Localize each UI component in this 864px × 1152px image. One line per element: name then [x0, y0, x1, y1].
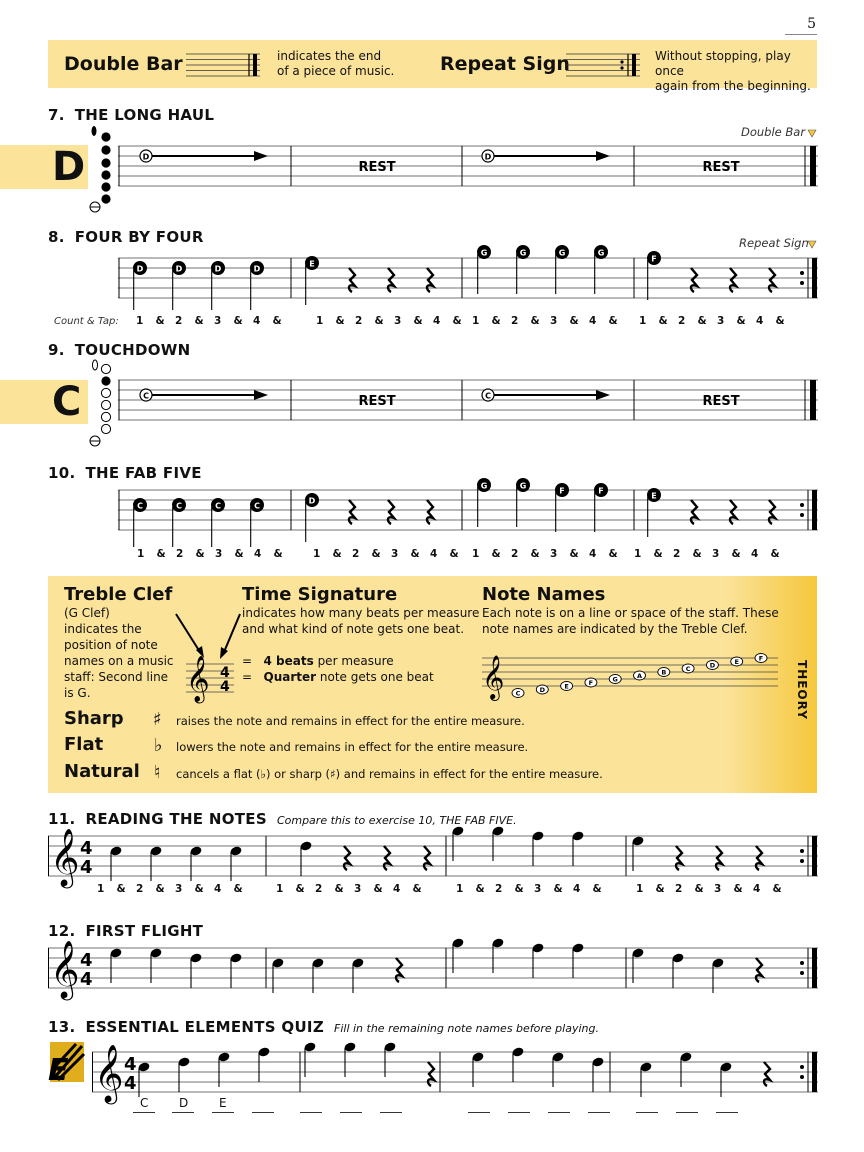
- note-letter: F: [559, 486, 565, 496]
- time-sig-top: 4: [80, 950, 93, 971]
- logo-glyph: E: [48, 1053, 69, 1086]
- repeat-sign-desc-1: Without stopping, play once: [655, 49, 791, 78]
- repeat-sign-description: [655, 49, 817, 94]
- count-token: 1: [639, 315, 647, 327]
- final-bar: [812, 490, 817, 530]
- long-note-arrow-2: [482, 150, 610, 162]
- note-name-letter: C: [685, 665, 691, 673]
- time-signature-line: indicates how many beats per measure: [242, 606, 480, 620]
- answer-blank[interactable]: [252, 1112, 274, 1113]
- treble-clef-line: position of note: [64, 638, 158, 652]
- answer-blank[interactable]: [508, 1112, 530, 1113]
- count-token: 1: [472, 548, 480, 560]
- quarter-rest-icon: [716, 846, 722, 870]
- exercise-12-name: FIRST FLIGHT: [85, 922, 204, 940]
- beats-row: [242, 653, 394, 669]
- count-token: 4: [756, 315, 764, 327]
- count-token: 1: [136, 315, 144, 327]
- equals-sign: =: [242, 654, 253, 668]
- note-letter: D: [253, 264, 261, 274]
- count-token: 3: [550, 548, 558, 560]
- flat-inline-icon: ♭: [260, 767, 266, 781]
- count-token: &: [412, 883, 422, 895]
- note-names-staff: [482, 646, 782, 702]
- note-letter: C: [176, 501, 182, 511]
- count-token: &: [272, 315, 282, 327]
- note-letter: G: [480, 481, 488, 491]
- fingering-chart-c-icon: [86, 356, 112, 450]
- time-sig-top: 4: [80, 838, 93, 859]
- count-token: 3: [354, 883, 362, 895]
- quarter-rest-icon: [388, 500, 394, 524]
- count-token: 2: [511, 315, 519, 327]
- count-token: &: [569, 315, 579, 327]
- count-token: 1: [316, 315, 324, 327]
- count-token: &: [653, 548, 663, 560]
- count-token: 2: [673, 548, 681, 560]
- answer-blank[interactable]: [676, 1112, 698, 1113]
- note-letter: G: [519, 481, 527, 491]
- count-token: 4: [589, 315, 597, 327]
- count-token: &: [491, 315, 501, 327]
- time-sig-top: 4: [220, 665, 230, 681]
- count-token: &: [452, 315, 462, 327]
- quarter-rest-icon: [427, 500, 433, 524]
- definitions-bar: [48, 40, 817, 93]
- answer-blank[interactable]: [133, 1112, 155, 1113]
- count-token: 3: [391, 548, 399, 560]
- repeat-dot: [800, 503, 804, 507]
- note-tab-d-letter: D: [52, 144, 86, 190]
- note-name-letter: C: [515, 689, 521, 698]
- natural-text-a: cancels a flat (: [176, 767, 261, 781]
- repeat-sign-staff-icon: [566, 50, 640, 80]
- answer-blank[interactable]: [340, 1112, 362, 1113]
- count-token: &: [413, 315, 423, 327]
- time-signature-text: [242, 605, 479, 637]
- repeat-sign-desc-2: again from the beginning.: [655, 79, 811, 93]
- answer-blank[interactable]: [172, 1112, 194, 1113]
- note-label: C: [485, 391, 491, 401]
- note-letter: C: [215, 501, 221, 511]
- treble-clef-glyph: 𝄞: [50, 828, 80, 886]
- count-token: &: [373, 883, 383, 895]
- treble-clef-glyph: 𝄞: [50, 940, 80, 998]
- double-bar-label: Double Bar: [741, 125, 806, 139]
- count-token: &: [234, 548, 244, 560]
- count-token: 2: [511, 548, 519, 560]
- quiz-answer-row: [0, 1094, 864, 1116]
- note-letter: G: [558, 248, 566, 258]
- count-token: &: [449, 548, 459, 560]
- count-token: 4: [430, 548, 438, 560]
- count-token: &: [530, 548, 540, 560]
- count-token: &: [155, 315, 165, 327]
- count-token: 4: [753, 883, 761, 895]
- quarter-rest-icon: [344, 846, 350, 870]
- quarter-rest-icon: [424, 846, 430, 870]
- count-token: &: [775, 315, 785, 327]
- double-bar-title: Double Bar: [64, 53, 183, 75]
- count-token: 3: [214, 315, 222, 327]
- count-token: 1: [636, 883, 644, 895]
- count-token: 1: [276, 883, 284, 895]
- long-note-arrow-2: [482, 389, 610, 401]
- exercise-10-name: THE FAB FIVE: [85, 464, 202, 482]
- treble-clef-glyph: 𝄞: [94, 1044, 124, 1102]
- note-label: C: [143, 391, 149, 401]
- repeat-dot: [800, 281, 804, 285]
- note-name-letter: F: [758, 654, 764, 663]
- answer-letter: D: [179, 1096, 189, 1110]
- final-bar: [812, 836, 817, 876]
- count-token: &: [658, 315, 668, 327]
- quarter-rest-icon: [764, 1062, 770, 1086]
- exercise-13-staff: [92, 1040, 818, 1100]
- quarter-rest-icon: [396, 958, 402, 982]
- exercise-11-count: [0, 883, 864, 899]
- page-number-rule: [785, 34, 817, 35]
- exercise-11-name: READING THE NOTES: [85, 810, 267, 828]
- count-token: &: [194, 883, 204, 895]
- quarter-rest-icon: [428, 1062, 434, 1086]
- note-name-letter: D: [709, 661, 716, 670]
- count-token: &: [155, 883, 165, 895]
- count-token: &: [655, 883, 665, 895]
- exercise-13-title: [48, 1018, 599, 1036]
- treble-clef-line: (G Clef): [64, 606, 110, 620]
- exercise-9-number: 9.: [48, 341, 65, 359]
- flat-icon: ♭: [154, 735, 163, 756]
- note-letter: D: [175, 264, 183, 274]
- final-bar: [812, 948, 817, 988]
- exercise-10-count: [0, 548, 864, 564]
- theory-side-label: THEORY: [795, 660, 809, 720]
- repeat-dot: [800, 849, 804, 853]
- answer-blank[interactable]: [548, 1112, 570, 1113]
- flat-description: lowers the note and remains in effect for the entire measure.: [176, 740, 529, 754]
- count-token: 2: [176, 548, 184, 560]
- count-token: &: [553, 883, 563, 895]
- note-letter: G: [597, 248, 605, 258]
- time-sig-bottom: 4: [80, 969, 93, 990]
- count-token: 3: [534, 883, 542, 895]
- note-name-letter: E: [734, 658, 739, 666]
- exercise-12-number: 12.: [48, 922, 76, 940]
- count-token: 4: [433, 315, 441, 327]
- count-token: &: [475, 883, 485, 895]
- quarter-rest: note gets one beat: [316, 670, 434, 684]
- note-name-letter: D: [539, 686, 546, 694]
- double-bar-marker-icon: [806, 128, 818, 138]
- beats-rest: per measure: [313, 654, 394, 668]
- treble-clef-time-signature-icon: [166, 610, 254, 704]
- repeat-dot: [800, 271, 804, 275]
- note-letter: C: [137, 501, 143, 511]
- count-token: 2: [355, 315, 363, 327]
- note-names-line: Each note is on a line or space of the staff. These: [482, 606, 779, 620]
- note-name-letter: A: [636, 672, 643, 680]
- rest-label: REST: [358, 160, 396, 175]
- quarter-rest-icon: [730, 500, 736, 524]
- count-token: 2: [175, 315, 183, 327]
- answer-blank[interactable]: [380, 1112, 402, 1113]
- count-token: 1: [137, 548, 145, 560]
- count-token: &: [195, 548, 205, 560]
- note-names-heading: Note Names: [482, 584, 606, 605]
- note-name-letter: E: [564, 682, 569, 691]
- count-token: 3: [714, 883, 722, 895]
- flat-heading: Flat: [64, 734, 104, 755]
- count-token: 1: [456, 883, 464, 895]
- repeat-sign-label: Repeat Sign: [739, 236, 809, 250]
- theory-panel: [48, 576, 817, 793]
- exercise-13-subtitle: Fill in the remaining note names before playing.: [334, 1022, 599, 1035]
- answer-blank[interactable]: [212, 1112, 234, 1113]
- exercise-11-staff: [48, 824, 818, 884]
- note-name-letter: B: [661, 668, 667, 677]
- answer-blank[interactable]: [588, 1112, 610, 1113]
- exercise-11-number: 11.: [48, 810, 76, 828]
- count-token: &: [410, 548, 420, 560]
- note-letter: E: [309, 259, 315, 269]
- exercise-8-number: 8.: [48, 228, 65, 246]
- quarter-bold: Quarter: [263, 670, 317, 684]
- count-token: 3: [550, 315, 558, 327]
- final-bar: [812, 258, 817, 298]
- answer-blank[interactable]: [300, 1112, 322, 1113]
- count-token: 4: [751, 548, 759, 560]
- time-sig-top: 4: [124, 1054, 137, 1075]
- repeat-sign-title: Repeat Sign: [440, 53, 570, 75]
- sharp-heading: Sharp: [64, 708, 124, 729]
- long-note-arrow-1: [140, 150, 268, 162]
- count-token: &: [491, 548, 501, 560]
- count-token: 2: [315, 883, 323, 895]
- beats-bold: 4 beats: [263, 654, 314, 668]
- note-letter: F: [651, 254, 657, 264]
- time-sig-bottom: 4: [220, 679, 230, 695]
- exercise-10-number: 10.: [48, 464, 76, 482]
- natural-text-b: ) or sharp (: [265, 767, 331, 781]
- count-token: 3: [175, 883, 183, 895]
- natural-text-c: ) and remains in effect for the entire measure.: [335, 767, 603, 781]
- note-names-text: [482, 605, 779, 637]
- count-token: &: [697, 315, 707, 327]
- equals-sign: =: [242, 670, 253, 684]
- note-label: D: [142, 152, 150, 162]
- sharp-inline-icon: ♯: [330, 767, 336, 781]
- fingering-chart-d-icon: [86, 122, 112, 216]
- note-letter: C: [254, 501, 260, 511]
- count-token: &: [592, 883, 602, 895]
- note-letter: E: [651, 491, 657, 501]
- count-token: &: [770, 548, 780, 560]
- repeat-dot: [800, 971, 804, 975]
- count-token: 3: [717, 315, 725, 327]
- note-letter: G: [480, 248, 488, 258]
- exercise-10-staff: [118, 476, 818, 536]
- rest-label: REST: [702, 394, 740, 409]
- count-token: 4: [253, 315, 261, 327]
- quarter-rest-icon: [676, 846, 682, 870]
- exercise-7-number: 7.: [48, 106, 65, 124]
- note-names-line: note names are indicated by the Treble Clef.: [482, 622, 748, 636]
- repeat-dot: [800, 1065, 804, 1069]
- answer-blank[interactable]: [636, 1112, 658, 1113]
- time-sig-bottom: 4: [124, 1073, 137, 1094]
- answer-blank[interactable]: [468, 1112, 490, 1113]
- quarter-rest-icon: [756, 958, 762, 982]
- count-token: 4: [214, 883, 222, 895]
- answer-blank[interactable]: [716, 1112, 738, 1113]
- sharp-icon: ♯: [153, 709, 162, 730]
- natural-icon: ♮: [154, 762, 161, 783]
- exercise-8-staff: [118, 244, 818, 304]
- exercise-12-staff: [48, 936, 818, 996]
- note-name-letter: F: [588, 679, 594, 687]
- treble-clef-glyph: 𝄞: [482, 655, 505, 699]
- sharp-description: raises the note and remains in effect for the entire measure.: [176, 714, 525, 728]
- quarter-rest-icon: [691, 500, 697, 524]
- long-note-arrow-1: [140, 389, 268, 401]
- count-token: 1: [313, 548, 321, 560]
- essential-elements-logo-icon: [44, 1040, 90, 1086]
- count-token: &: [736, 315, 746, 327]
- treble-clef-line: is G.: [64, 686, 91, 700]
- treble-clef-line: names on a music: [64, 654, 174, 668]
- count-token: &: [772, 883, 782, 895]
- count-token: &: [731, 548, 741, 560]
- count-token: &: [156, 548, 166, 560]
- count-token: 3: [215, 548, 223, 560]
- count-token: &: [233, 883, 243, 895]
- final-bar: [812, 1052, 817, 1092]
- treble-clef-line: staff: Second line: [64, 670, 169, 684]
- count-token: &: [116, 883, 126, 895]
- count-token: &: [273, 548, 283, 560]
- note-label: D: [484, 152, 492, 162]
- count-token: &: [194, 315, 204, 327]
- quarter-rest-icon: [769, 500, 775, 524]
- exercise-8-count: [0, 315, 864, 331]
- repeat-dot: [800, 961, 804, 965]
- time-sig-bottom: 4: [80, 857, 93, 878]
- double-bar-description: [277, 49, 394, 79]
- exercise-7-title: [48, 106, 214, 124]
- exercise-13-name: ESSENTIAL ELEMENTS QUIZ: [85, 1018, 324, 1036]
- count-token: 2: [675, 883, 683, 895]
- count-token: &: [733, 883, 743, 895]
- exercise-11-subtitle: Compare this to exercise 10, THE FAB FIVE.: [276, 814, 517, 827]
- count-token: &: [335, 315, 345, 327]
- exercise-7-staff: [118, 144, 818, 188]
- count-token: 2: [678, 315, 686, 327]
- exercise-9-staff: [118, 378, 818, 422]
- rest-label: REST: [702, 160, 740, 175]
- repeat-dot: [800, 513, 804, 517]
- count-token: 3: [712, 548, 720, 560]
- answer-letter: C: [140, 1096, 149, 1110]
- count-token: 4: [254, 548, 262, 560]
- note-tab-c-letter: C: [52, 379, 82, 425]
- quarter-rest-icon: [756, 846, 762, 870]
- count-token: &: [371, 548, 381, 560]
- count-token: &: [569, 548, 579, 560]
- count-token: 2: [495, 883, 503, 895]
- natural-heading: Natural: [64, 761, 140, 782]
- exercise-8-name: FOUR BY FOUR: [74, 228, 204, 246]
- count-token: 1: [472, 315, 480, 327]
- count-token: 1: [97, 883, 105, 895]
- quarter-rest-icon: [349, 500, 355, 524]
- count-token: 4: [573, 883, 581, 895]
- exercise-13-number: 13.: [48, 1018, 76, 1036]
- note-letter: F: [598, 486, 604, 496]
- count-token: &: [295, 883, 305, 895]
- quarter-rest-icon: [384, 846, 390, 870]
- exercise-7-name: THE LONG HAUL: [74, 106, 215, 124]
- count-token: &: [608, 548, 618, 560]
- count-token: 4: [589, 548, 597, 560]
- count-token: &: [530, 315, 540, 327]
- note-letter: D: [136, 264, 144, 274]
- note-name-letter: G: [612, 675, 618, 684]
- time-signature-line: and what kind of note gets one beat.: [242, 622, 465, 636]
- repeat-dot: [800, 1075, 804, 1079]
- count-token: &: [374, 315, 384, 327]
- treble-clef-glyph: 𝄞: [186, 656, 210, 702]
- double-bar-staff-icon: [186, 50, 260, 80]
- count-token: 4: [393, 883, 401, 895]
- page-number: 5: [807, 16, 816, 32]
- count-token: &: [233, 315, 243, 327]
- treble-clef-line: indicates the: [64, 622, 142, 636]
- exercise-9-name: TOUCHDOWN: [74, 341, 191, 359]
- double-bar-desc-2: of a piece of music.: [277, 64, 395, 78]
- count-token: 2: [352, 548, 360, 560]
- exercise-9-title: [48, 341, 190, 359]
- natural-description: [176, 767, 603, 781]
- count-token: 2: [136, 883, 144, 895]
- treble-clef-text: [64, 605, 174, 701]
- answer-letter: E: [219, 1096, 227, 1110]
- count-token: 3: [394, 315, 402, 327]
- count-token: &: [608, 315, 618, 327]
- count-token: &: [334, 883, 344, 895]
- count-token: &: [692, 548, 702, 560]
- note-letter: D: [308, 496, 316, 506]
- time-signature-heading: Time Signature: [242, 584, 398, 605]
- count-token: &: [514, 883, 524, 895]
- double-bar-desc-1: indicates the end: [277, 49, 382, 63]
- count-token: 1: [634, 548, 642, 560]
- count-token: &: [694, 883, 704, 895]
- treble-clef-heading: Treble Clef: [64, 584, 173, 605]
- repeat-dot: [800, 859, 804, 863]
- note-letter: D: [214, 264, 222, 274]
- rest-label: REST: [358, 394, 396, 409]
- count-tap-label: Count & Tap:: [54, 316, 119, 327]
- count-token: &: [332, 548, 342, 560]
- quarter-row: [242, 669, 434, 685]
- note-letter: G: [519, 248, 527, 258]
